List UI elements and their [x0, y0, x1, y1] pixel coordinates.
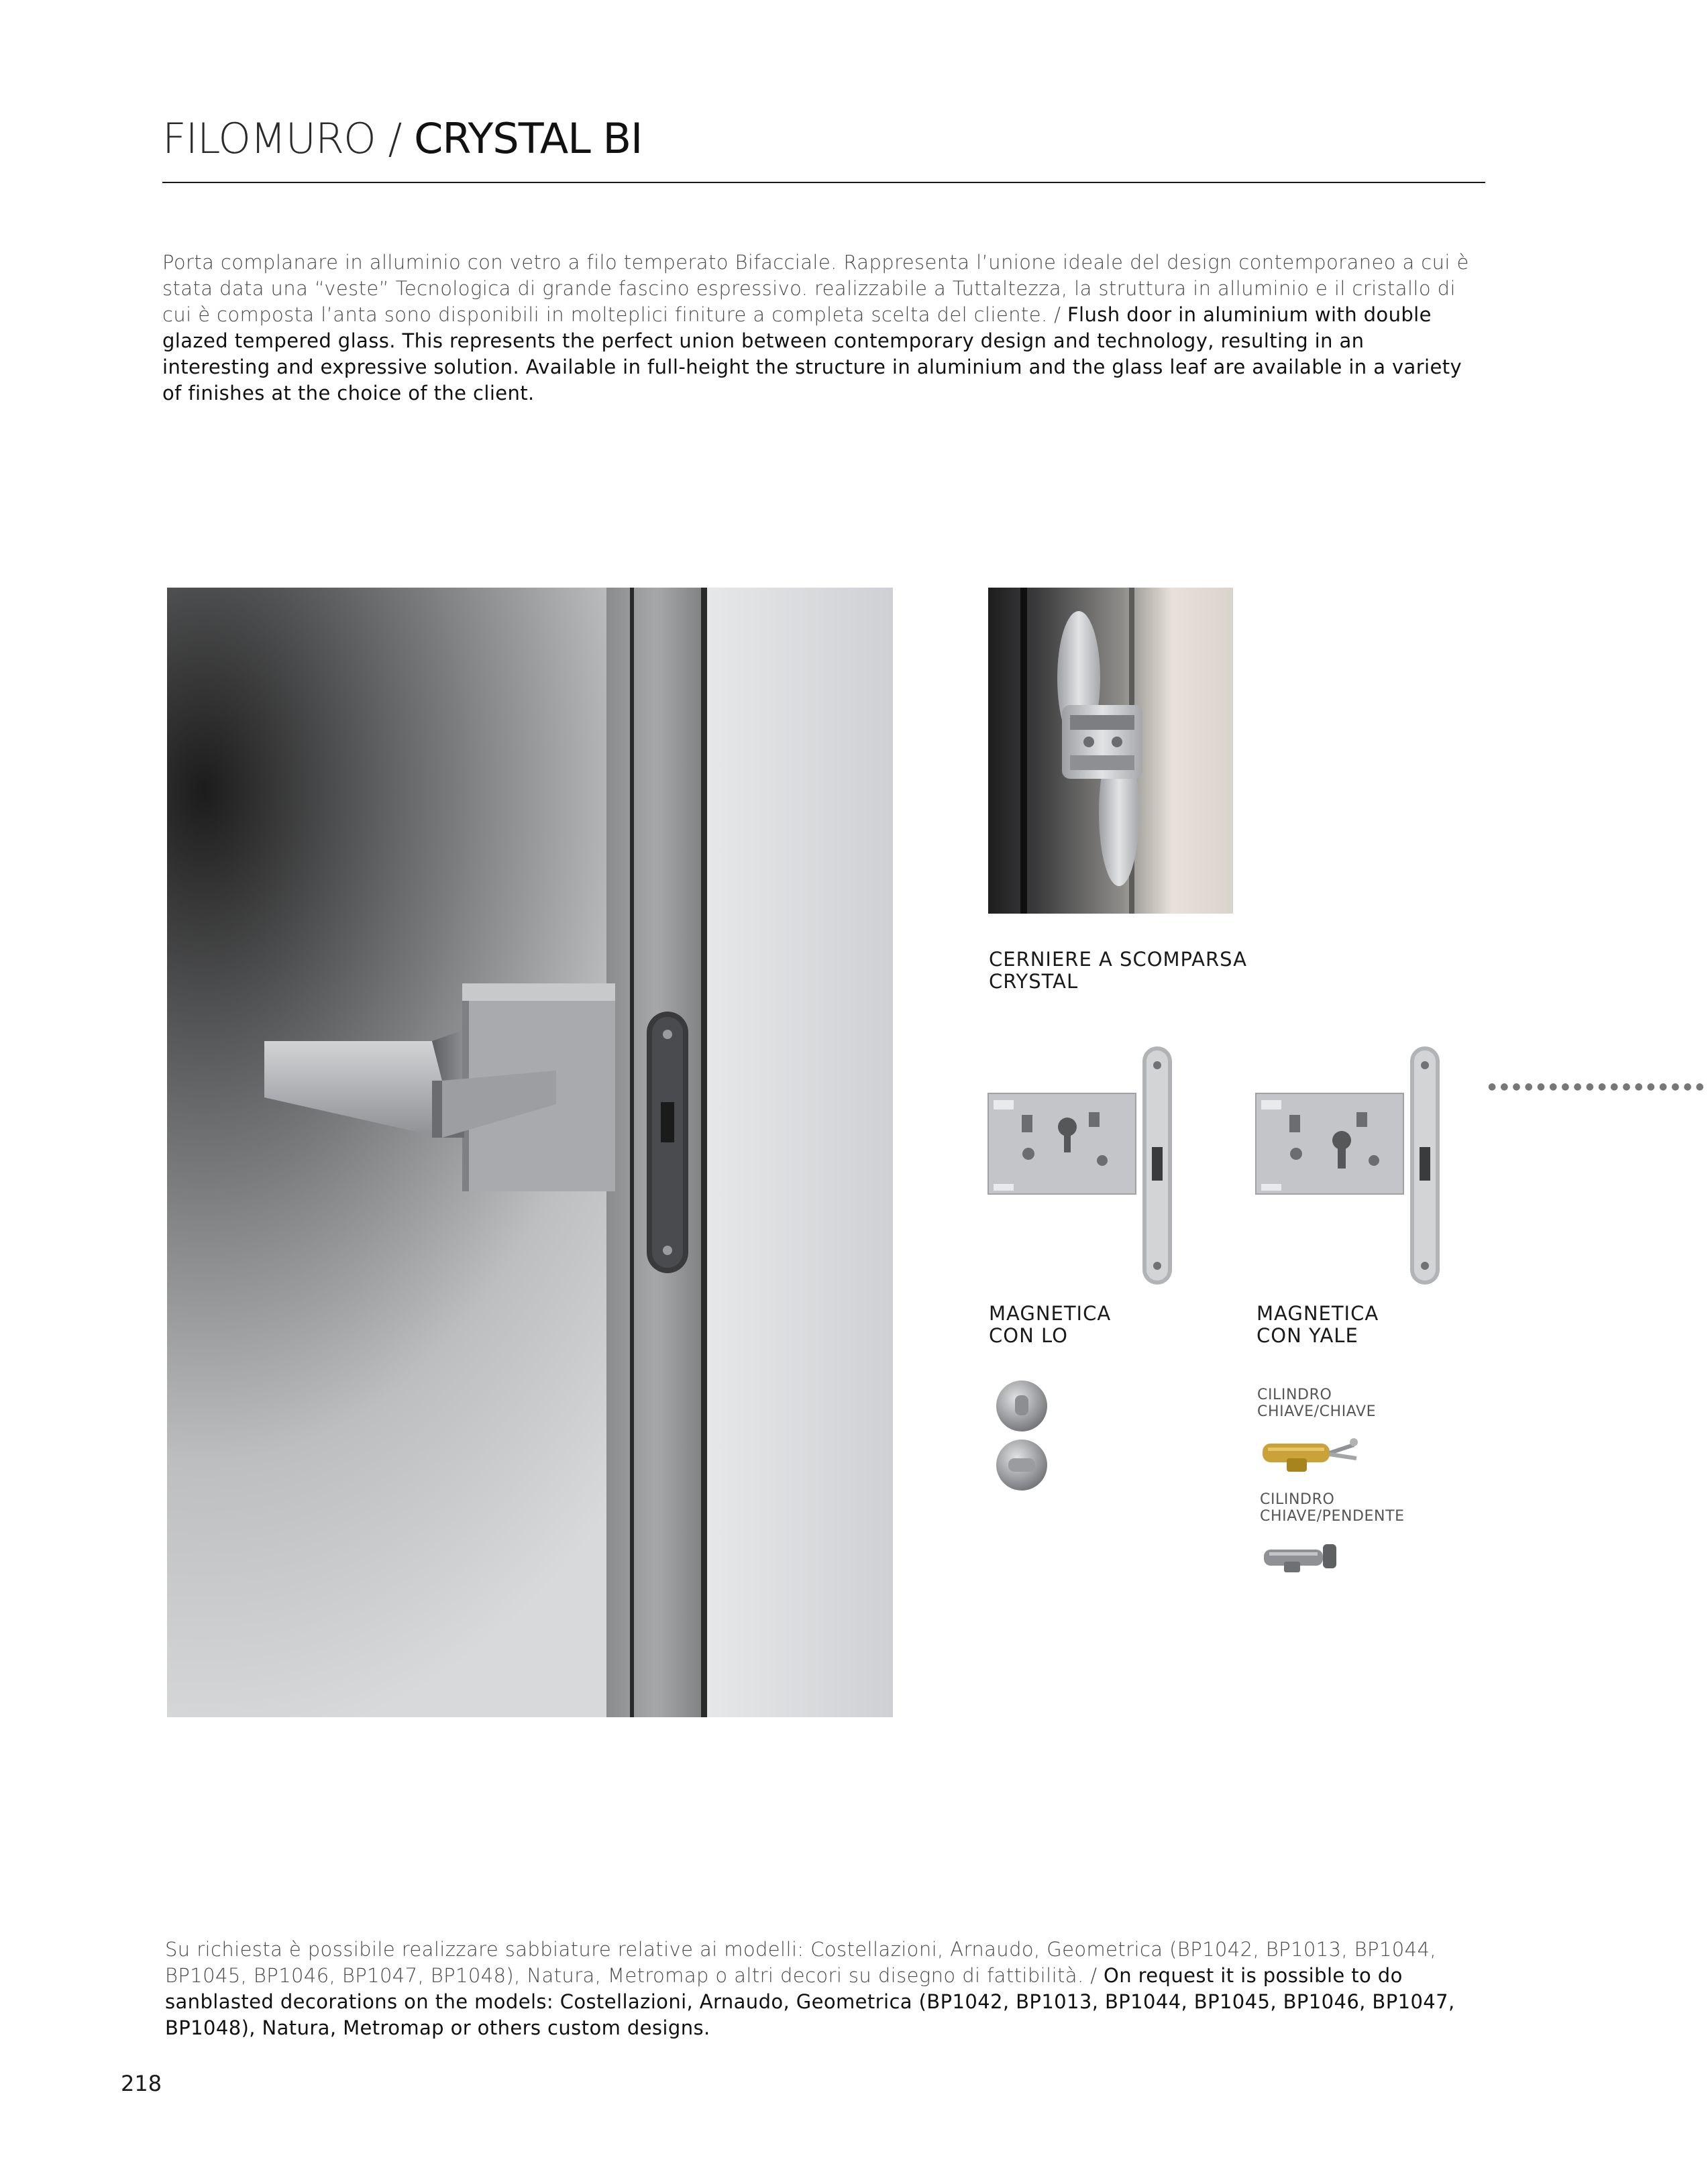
cylinder-key-key-line2: CHIAVE/CHIAVE: [1257, 1403, 1377, 1420]
continuation-dots: ●●●●●●●●●●●●●●●●●●: [1488, 1081, 1708, 1092]
lock-lo-caption: [989, 1303, 1111, 1347]
intro-italian: Porta complanare in alluminio con vetro a filo temperato Bifacciale. Rappresenta l’unione ideale del design contemporaneo a cui è stata data una “veste” Tecnologica di grande fascino espressivo. realizzabile a Tuttaltezza, la struttura in alluminio e il cristallo di cui è composta l’anta sono disponibili in molteplici finiture a completa scelta del cliente. /: [162, 251, 1469, 326]
lock-yale-caption-line2: CON YALE: [1257, 1324, 1358, 1347]
cylinder-key-knob-line1: CILINDRO: [1260, 1491, 1335, 1508]
magnetic-lock-lo-photo: [988, 1046, 1163, 1285]
lock-yale-caption-line1: MAGNETICA: [1257, 1302, 1379, 1325]
lock-lo-caption-line2: CON LO: [989, 1324, 1068, 1347]
lock-yale-caption: [1257, 1303, 1379, 1347]
lock-lo-caption-line1: MAGNETICA: [989, 1302, 1112, 1325]
cylinder-key-knob-caption: [1260, 1491, 1405, 1525]
brass-cylinder-photo: [1260, 1436, 1360, 1476]
hinge-caption: [989, 949, 1247, 993]
hinge-caption-line1: CERNIERE A SCOMPARSA: [989, 948, 1247, 971]
magnetic-lock-yale-photo: [1256, 1046, 1430, 1285]
hinge-caption-line2: CRYSTAL: [989, 970, 1079, 993]
cylinder-key-key-caption: [1257, 1387, 1376, 1420]
intro-paragraph: [162, 250, 1477, 407]
title-model: CRYSTAL BI: [414, 114, 643, 163]
concealed-hinge-photo: [988, 588, 1233, 914]
cylinder-key-key-line1: CILINDRO: [1257, 1387, 1332, 1403]
sandblast-note: [165, 1937, 1500, 2041]
thumbturn-release-photo: [994, 1379, 1054, 1496]
sandblast-note-italian: Su richiesta è possibile realizzare sabbiature relative ai modelli: Costellazioni, Arnaudo, Geometrica (BP1042, BP1013, BP1044, BP1045, BP1046, BP1047, BP1048), Natura, Metromap o altri decori su disegno di fattibilità. /: [165, 1938, 1436, 1987]
sandblast-note-english: On request it is possible to do sanblasted decorations on the models: Costellazioni, Arnaudo, Geometrica (BP1042, BP1013, BP1044, BP1045, BP1046, BP1047, BP1048), Natura, Metromap or others custom designs.: [165, 1964, 1455, 2039]
page-title: [162, 114, 642, 163]
door-handle-photo: [167, 588, 893, 1717]
cylinder-key-knob-line2: CHIAVE/PENDENTE: [1260, 1508, 1405, 1525]
thumbturn-cylinder-photo: [1260, 1537, 1340, 1578]
title-series: FILOMURO /: [162, 114, 415, 163]
title-rule: [162, 182, 1485, 183]
intro-english: Flush door in aluminium with double glazed tempered glass. This represents the perfect union between contemporary design and technology, resulting in an interesting and expressive solution. Available in full-height the structure in aluminium and the glass leaf are available in a variety of finishes at the choice of the client.: [162, 303, 1462, 404]
page-number: 218: [121, 2071, 162, 2096]
